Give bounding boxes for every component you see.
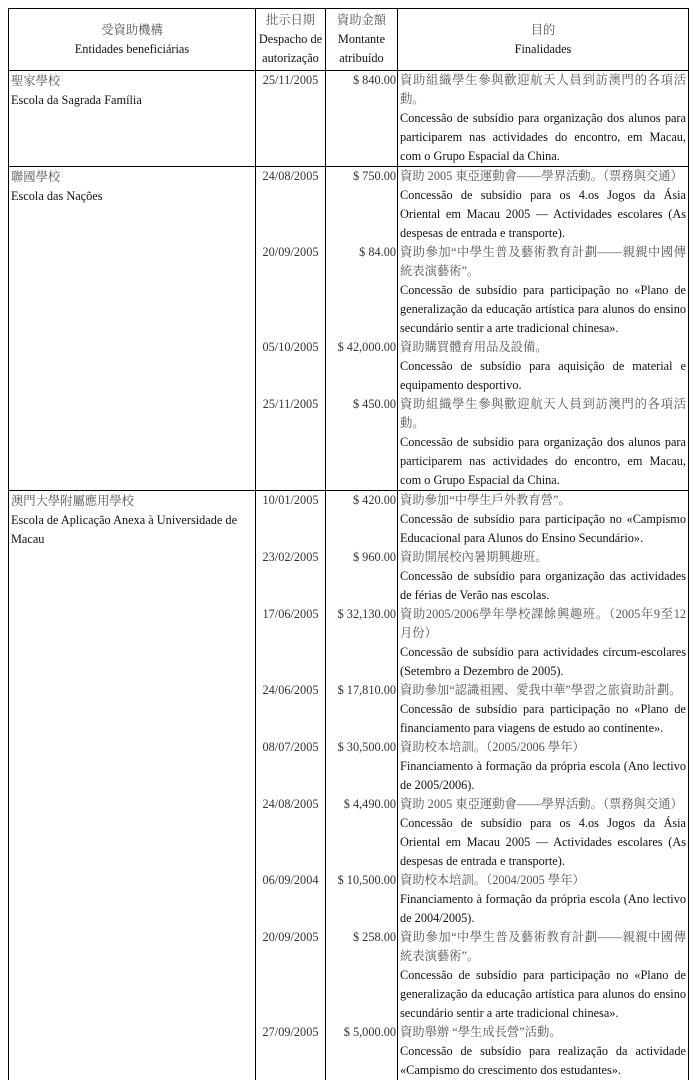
header-date-pt: Despacho de autorização bbox=[258, 30, 323, 68]
purpose-zh: 資助組織學生參與歡迎航天人員到訪澳門的各項活動。 bbox=[400, 71, 686, 109]
purpose-pt: Concessão de subsídio para organização das actividades de férias de Verão nas escolas. bbox=[400, 567, 686, 605]
date-cell: 20/09/2005 bbox=[256, 928, 326, 1023]
header-purpose-pt: Finalidades bbox=[400, 40, 686, 59]
table-row bbox=[9, 71, 689, 167]
entity-name-pt: Escola das Nações bbox=[11, 187, 253, 206]
subsidy-table bbox=[8, 8, 689, 1080]
header-purpose-zh: 目的 bbox=[400, 21, 686, 40]
header-amount bbox=[326, 9, 398, 71]
date-cell: 24/06/2005 bbox=[256, 681, 326, 738]
purpose-zh: 資助開展校內暑期興趣班。 bbox=[400, 548, 686, 567]
entity-name-pt: Escola da Sagrada Família bbox=[11, 91, 253, 110]
purpose-pt: Concessão de subsídio para aquisição de material e equipamento desportivo. bbox=[400, 357, 686, 395]
date-cell: 17/06/2005 bbox=[256, 605, 326, 681]
purpose-pt: Concessão de subsídio para participação no «Plano de financiamento para viagens de estudo ao continente». bbox=[400, 700, 686, 738]
purpose-zh: 資助舉辦 “學生成長營”活動。 bbox=[400, 1023, 686, 1042]
header-purpose bbox=[398, 9, 689, 71]
purpose-cell bbox=[398, 605, 689, 681]
header-date bbox=[256, 9, 326, 71]
date-cell: 23/02/2005 bbox=[256, 548, 326, 605]
amount-cell: $ 258.00 bbox=[326, 928, 398, 1023]
entity-name-zh: 澳門大學附屬應用學校 bbox=[11, 492, 253, 511]
header-entity-zh: 受資助機構 bbox=[11, 21, 253, 40]
purpose-cell bbox=[398, 491, 689, 549]
header-entity bbox=[9, 9, 256, 71]
amount-cell: $ 84.00 bbox=[326, 243, 398, 338]
purpose-pt: Concessão de subsídio para organização dos alunos para participarem nas actividades do encontro, em Macau, com o Grupo Espacial da China. bbox=[400, 433, 686, 490]
entity-cell bbox=[9, 71, 256, 167]
date-cell: 06/09/2004 bbox=[256, 871, 326, 928]
entity-cell bbox=[9, 167, 256, 491]
date-cell: 24/08/2005 bbox=[256, 167, 326, 244]
purpose-pt: Financiamento à formação da própria escola (Ano lectivo de 2004/2005). bbox=[400, 890, 686, 928]
purpose-zh: 資助參加“中學生戶外教育營”。 bbox=[400, 491, 686, 510]
purpose-pt: Concessão de subsídio para participação no «Plano de generalização da educação artística para alunos do ensino secundário sentir a arte tradicional chinesa». bbox=[400, 966, 686, 1023]
purpose-zh: 資助 2005 東亞運動會——學界活動。（票務與交通） bbox=[400, 167, 686, 186]
purpose-cell bbox=[398, 795, 689, 871]
amount-cell: $ 17,810.00 bbox=[326, 681, 398, 738]
purpose-cell bbox=[398, 548, 689, 605]
entity-cell bbox=[9, 491, 256, 1080]
purpose-zh: 資助校本培訓。（2005/2006 學年） bbox=[400, 738, 686, 757]
entity-name-zh: 聖家學校 bbox=[11, 72, 253, 91]
date-cell: 24/08/2005 bbox=[256, 795, 326, 871]
purpose-pt: Concessão de subsídio para organização dos alunos para participarem nas actividades do encontro, em Macau, com o Grupo Espacial da China. bbox=[400, 109, 686, 166]
purpose-cell bbox=[398, 338, 689, 395]
amount-cell: $ 840.00 bbox=[326, 71, 398, 167]
amount-cell: $ 32,130.00 bbox=[326, 605, 398, 681]
purpose-zh: 資助購買體育用品及設備。 bbox=[400, 338, 686, 357]
header-entity-pt: Entidades beneficiárias bbox=[11, 40, 253, 59]
purpose-zh: 資助組織學生參與歡迎航天人員到訪澳門的各項活動。 bbox=[400, 395, 686, 433]
purpose-zh: 資助校本培訓。（2004/2005 學年） bbox=[400, 871, 686, 890]
amount-cell: $ 30,500.00 bbox=[326, 738, 398, 795]
purpose-pt: Financiamento à formação da própria escola (Ano lectivo de 2005/2006). bbox=[400, 757, 686, 795]
purpose-zh: 資助參加“認識祖國、愛我中華”學習之旅資助計劃。 bbox=[400, 681, 686, 700]
purpose-zh: 資助參加“中學生普及藝術教育計劃——親親中國傳統表演藝術”。 bbox=[400, 243, 686, 281]
entity-name-zh: 聯國學校 bbox=[11, 168, 253, 187]
table-header bbox=[9, 9, 689, 71]
date-cell: 10/01/2005 bbox=[256, 491, 326, 549]
purpose-cell bbox=[398, 71, 689, 167]
purpose-pt: Concessão de subsídio para participação no «Plano de generalização da educação artística para alunos do ensino secundário sentir a arte tradicional chinesa». bbox=[400, 281, 686, 338]
amount-cell: $ 10,500.00 bbox=[326, 871, 398, 928]
date-cell: 05/10/2005 bbox=[256, 338, 326, 395]
purpose-zh: 資助參加“中學生普及藝術教育計劃——親親中國傳統表演藝術”。 bbox=[400, 928, 686, 966]
purpose-cell bbox=[398, 681, 689, 738]
amount-cell: $ 4,490.00 bbox=[326, 795, 398, 871]
purpose-cell bbox=[398, 243, 689, 338]
purpose-cell bbox=[398, 1023, 689, 1080]
purpose-pt: Concessão de subsídio para actividades circum-escolares (Setembro a Dezembro de 2005). bbox=[400, 643, 686, 681]
purpose-pt: Concessão de subsídio para os 4.os Jogos da Ásia Oriental em Macau 2005 — Actividades escolares (As despesas de entrada e transporte). bbox=[400, 186, 686, 243]
date-cell: 27/09/2005 bbox=[256, 1023, 326, 1080]
purpose-cell bbox=[398, 928, 689, 1023]
purpose-zh: 資助2005/2006學年學校課餘興趣班。（2005年9至12月份） bbox=[400, 605, 686, 643]
entity-name-pt: Escola de Aplicação Anexa à Universidade de Macau bbox=[11, 511, 253, 549]
date-cell: 25/11/2005 bbox=[256, 71, 326, 167]
amount-cell: $ 960.00 bbox=[326, 548, 398, 605]
header-amount-pt: Montante atribuído bbox=[328, 30, 395, 68]
amount-cell: $ 42,000.00 bbox=[326, 338, 398, 395]
purpose-pt: Concessão de subsídio para realização da actividade «Campismo do crescimento dos estudantes». bbox=[400, 1042, 686, 1080]
header-date-zh: 批示日期 bbox=[258, 11, 323, 30]
purpose-cell bbox=[398, 167, 689, 244]
header-amount-zh: 資助金額 bbox=[328, 11, 395, 30]
purpose-pt: Concessão de subsídio para participação no «Campismo Educacional para Alunos do Ensino Secundário». bbox=[400, 510, 686, 548]
purpose-cell bbox=[398, 395, 689, 491]
purpose-pt: Concessão de subsídio para os 4.os Jogos da Ásia Oriental em Macau 2005 — Actividades escolares (As despesas de entrada e transporte). bbox=[400, 814, 686, 871]
table-row bbox=[9, 167, 689, 244]
amount-cell: $ 750.00 bbox=[326, 167, 398, 244]
purpose-cell bbox=[398, 738, 689, 795]
purpose-cell bbox=[398, 871, 689, 928]
date-cell: 08/07/2005 bbox=[256, 738, 326, 795]
amount-cell: $ 5,000.00 bbox=[326, 1023, 398, 1080]
date-cell: 25/11/2005 bbox=[256, 395, 326, 491]
amount-cell: $ 450.00 bbox=[326, 395, 398, 491]
amount-cell: $ 420.00 bbox=[326, 491, 398, 549]
date-cell: 20/09/2005 bbox=[256, 243, 326, 338]
purpose-zh: 資助 2005 東亞運動會——學界活動。（票務與交通） bbox=[400, 795, 686, 814]
table-row bbox=[9, 491, 689, 549]
